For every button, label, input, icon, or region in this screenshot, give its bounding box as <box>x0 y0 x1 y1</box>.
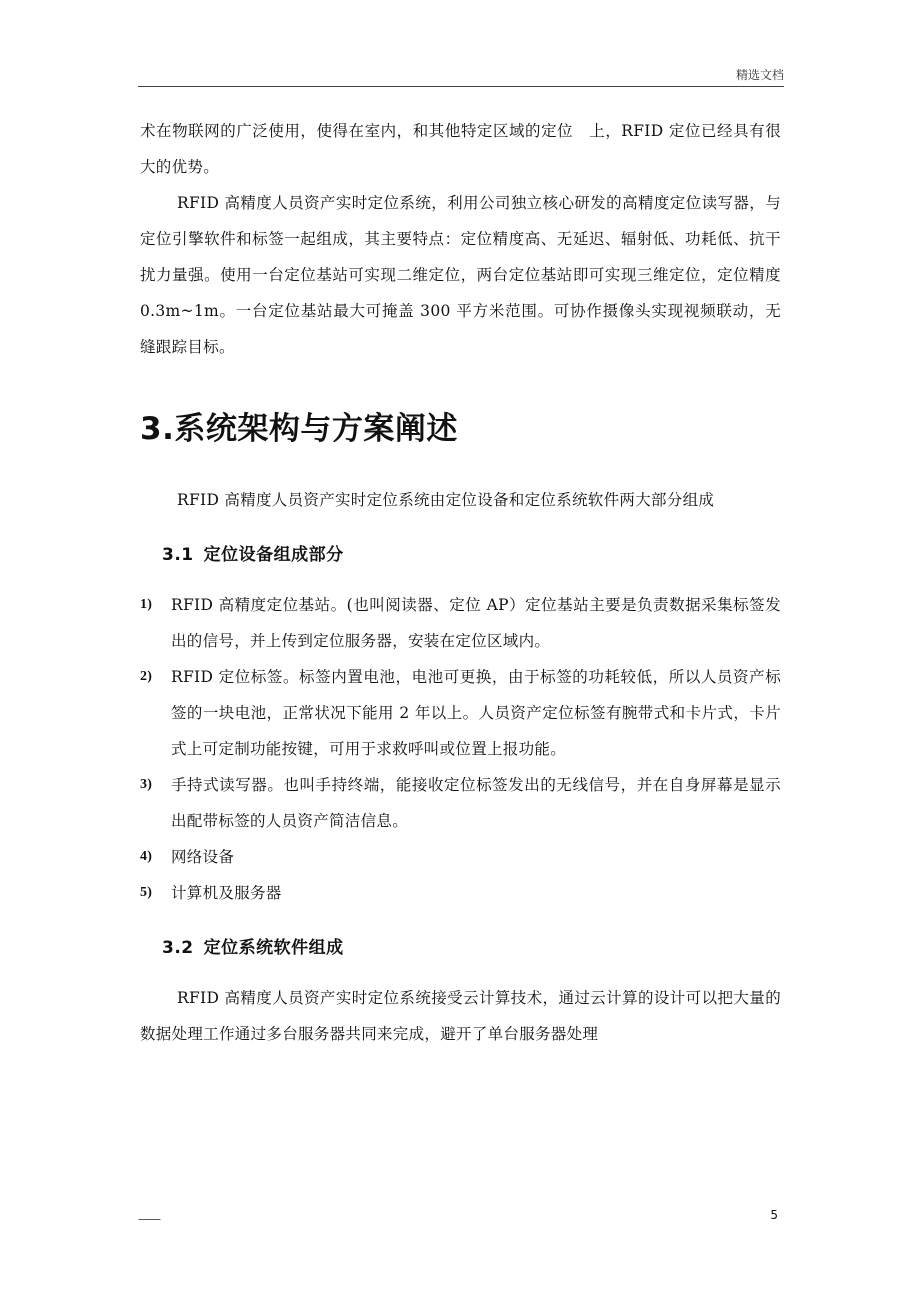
list-item <box>140 767 781 839</box>
list-marker: 1) <box>140 597 153 612</box>
list-marker: 3) <box>140 777 153 792</box>
intro-paragraph-1: 术在物联网的广泛使用，使得在室内，和其他特定区域的定位 上，RFID 定位已经具有很大的优势。 <box>140 122 781 176</box>
list-item-text: RFID 定位标签。标签内置电池，电池可更换，由于标签的功耗较低，所以人员资产标签的一块电池，正常状况下能用 2 年以上。人员资产定位标签有腕带式和卡片式，卡片式上可定制功能按键，可用于求救呼叫或位置上报功能。 <box>171 668 781 758</box>
list-marker: 4) <box>140 849 153 864</box>
list-item <box>140 587 781 659</box>
list-item <box>140 875 781 911</box>
header-divider <box>138 86 784 87</box>
footer-mark: —— <box>138 1212 160 1226</box>
list-item <box>140 839 781 875</box>
section-3-2-title: 定位系统软件组成 <box>203 938 344 958</box>
list-item-text: 计算机及服务器 <box>171 884 282 902</box>
section-3-1-title: 定位设备组成部分 <box>203 545 344 565</box>
section-3-1-number: 3.1 <box>162 545 194 565</box>
page-content <box>140 113 781 1052</box>
section-3-2-number: 3.2 <box>162 938 194 958</box>
page-number: 5 <box>770 1208 778 1222</box>
list-item-text: RFID 高精度定位基站。(也叫阅读器、定位 AP）定位基站主要是负责数据采集标签发出的信号，并上传到定位服务器，安装在定位区域内。 <box>171 596 781 650</box>
device-list <box>140 587 781 911</box>
list-item-text: 手持式读写器。也叫手持终端，能接收定位标签发出的无线信号，并在自身屏幕是显示出配带标签的人员资产简洁信息。 <box>171 776 781 830</box>
section-3-1-heading <box>162 540 781 565</box>
section-3-2-heading <box>162 933 781 958</box>
list-item-text: 网络设备 <box>171 848 235 866</box>
header-tag: 精选文档 <box>735 68 784 82</box>
section-3-heading: 3.系统架构与方案阐述 <box>140 411 458 447</box>
list-marker: 2) <box>140 669 153 684</box>
intro-paragraph-2: RFID 高精度人员资产实时定位系统，利用公司独立核心研发的高精度定位读写器，与定位引擎软件和标签一起组成，其主要特点：定位精度高、无延迟、辐射低、功耗低、抗干扰力量强。使用一台定位基站可实现二维定位，两台定位基站即可实现三维定位，定位精度 0.3m~1m。一台定位基站最大可掩盖 300 平方米范围。可协作摄像头实现视频联动，无缝跟踪目标。 <box>140 194 781 356</box>
list-item <box>140 659 781 767</box>
section-3-intro: RFID 高精度人员资产实时定位系统由定位设备和定位系统软件两大部分组成 <box>177 491 715 509</box>
list-marker: 5) <box>140 885 153 900</box>
section-3-2-paragraph: RFID 高精度人员资产实时定位系统接受云计算技术，通过云计算的设计可以把大量的数据处理工作通过多台服务器共同来完成，避开了单台服务器处理 <box>140 989 781 1043</box>
